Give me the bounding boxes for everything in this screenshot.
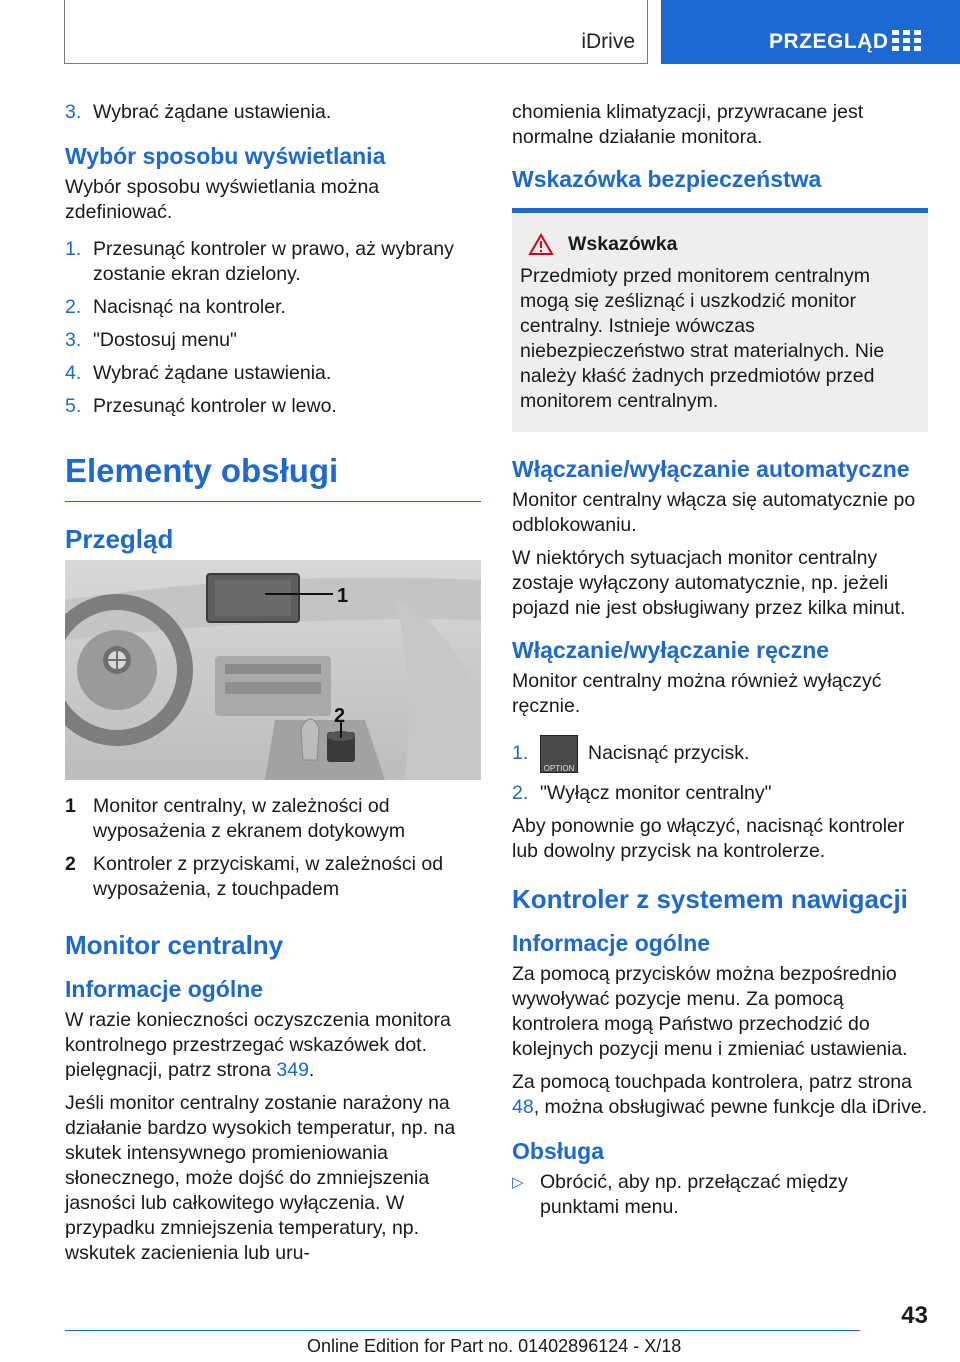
page-header (0, 0, 960, 66)
list-item (65, 295, 481, 320)
list-item (512, 1170, 928, 1220)
step-text: Nacisnąć przycisk. (588, 742, 750, 764)
touchpad-text: Za pomocą touchpada kontrolera, patrz strona (512, 1071, 912, 1093)
section-tab[interactable] (661, 0, 960, 64)
legend-number: 2 (65, 853, 76, 875)
heading-general-info-2: Informacje ogólne (512, 930, 711, 956)
step-text: "Dostosuj menu" (93, 329, 237, 351)
cleaning-paragraph (65, 1008, 481, 1083)
list-item (512, 781, 928, 806)
warning-text: Przedmioty przed monitorem centralnym mogą się ześliznąć i uszkodzić monitor centralny. Istnieje wówczas niebezpieczeństwo strat materialnych. Nie należy kłaść żadnych przedmiotów przed monitorem centralnym. (520, 265, 885, 412)
warning-header (520, 233, 920, 256)
auto-paragraph-2: W niektórych sytuacjach monitor centralny zostaje wyłączony automatycznie, np. jeżeli pojazd nie jest obsługiwany przez kilka minut. (512, 547, 906, 619)
step-list-continued (65, 100, 481, 125)
cleaning-text: W razie konieczności oczyszczenia monitora kontrolnego przestrzegać wskazówek dot. pielęgnacji, patrz strona (65, 1009, 451, 1081)
step-text: Wybrać żądane ustawienia. (93, 362, 332, 384)
list-item (512, 733, 928, 773)
continued-paragraph: chomienia klimatyzacji, przywracane jest normalne działanie monitora. (512, 101, 864, 148)
list-item (65, 794, 481, 844)
step-number: 4. (65, 362, 82, 384)
heading-central-monitor: Monitor centralny (65, 930, 284, 960)
left-column (65, 100, 481, 1274)
legend-text: Kontroler z przyciskami, w zależności od wyposażenia, z touchpadem (93, 853, 444, 900)
manual-paragraph-1: Monitor centralny można również wyłączyć ręcznie. (512, 670, 882, 717)
step-number: 1. (65, 238, 82, 260)
legend-text: Monitor centralny, w zależności od wyposażenia z ekranem dotykowym (93, 795, 406, 842)
controller-paragraph-1: Za pomocą przycisków można bezpośrednio wywoływać pozycje menu. Za pomocą kontrolera mogą Państwo przechodzić do kolejnych pozycji menu i zmieniać ustawienia. (512, 963, 908, 1060)
step-number: 5. (65, 395, 82, 417)
grid-icon (892, 30, 922, 52)
chapter-title: iDrive (581, 30, 635, 53)
chapter-tab[interactable] (64, 0, 648, 64)
heading-controller: Kontroler z systemem nawigacji (512, 884, 908, 914)
step-text: Wybrać żądane ustawienia. (93, 101, 332, 123)
section-title: PRZEGLĄD (769, 30, 889, 53)
list-item (65, 852, 481, 902)
page-number: 43 (901, 1302, 928, 1329)
heading-overview: Przegląd (65, 524, 174, 554)
warning-triangle-icon (528, 233, 554, 256)
step-number: 3. (65, 329, 82, 351)
cleaning-text-end: . (308, 1059, 315, 1081)
warning-box (512, 208, 928, 432)
heading-controls: Elementy obsługi (65, 452, 339, 489)
list-item (65, 237, 481, 287)
heading-auto-switch: Włączanie/wyłączanie automatyczne (512, 456, 910, 482)
cockpit-illustration (65, 560, 481, 780)
heading-manual-switch: Włączanie/wyłączanie ręczne (512, 637, 830, 663)
step-number: 2. (512, 782, 529, 804)
page-link-349[interactable]: 349 (276, 1059, 309, 1081)
touchpad-text-end: , można obsługiwać pewne funkcje dla iDrive. (533, 1096, 928, 1118)
heading-operation: Obsługa (512, 1138, 605, 1164)
footer-rule (65, 1330, 860, 1331)
step-text: Przesunąć kontroler w prawo, aż wybrany zostanie ekran dzielony. (93, 238, 454, 285)
temperature-paragraph: Jeśli monitor centralny zostanie narażony na działanie bardzo wysokich temperatur, np. na skutek intensywnego promieniowania słonecznego, może dojść do zmniejszenia jasności lub całkowitego wyłączenia. W przypadku zmniejszenia temperatury, np. wskutek zacienienia lub uru- (65, 1092, 456, 1264)
step-number: 3. (65, 101, 82, 123)
option-button-label: OPTION (543, 763, 575, 773)
display-intro: Wybór sposobu wyświetlania można zdefiniować. (65, 176, 380, 223)
display-steps (65, 237, 481, 419)
manual-paragraph-2: Aby ponownie go włączyć, nacisnąć kontroler lub dowolny przycisk na kontrolerze. (512, 815, 905, 862)
auto-paragraph-1: Monitor centralny włącza się automatycznie po odblokowaniu. (512, 489, 916, 536)
list-item (65, 328, 481, 353)
legend-number: 1 (65, 795, 76, 817)
step-number: 2. (65, 296, 82, 318)
option-button-icon (540, 735, 578, 773)
heading-general-info: Informacje ogólne (65, 976, 264, 1002)
manual-steps (512, 733, 928, 806)
warning-title: Wskazówka (568, 233, 678, 255)
footer-edition: Online Edition for Part no. 01402896124 - X/18 (307, 1336, 682, 1356)
callout-2: 2 (334, 705, 346, 727)
controller-paragraph-2 (512, 1070, 928, 1120)
operation-list (512, 1170, 928, 1220)
callout-1: 1 (337, 585, 349, 607)
step-text: Nacisnąć na kontroler. (93, 296, 286, 318)
list-item (65, 394, 481, 419)
page-link-48[interactable]: 48 (512, 1096, 534, 1118)
heading-rule (65, 501, 481, 502)
step-text: "Wyłącz monitor centralny" (540, 782, 772, 804)
list-item (65, 100, 481, 125)
right-column (512, 100, 928, 1228)
bullet-text: Obrócić, aby np. przełączać między punktami menu. (540, 1171, 848, 1218)
step-text: Przesunąć kontroler w lewo. (93, 395, 337, 417)
heading-safety: Wskazówka bezpieczeństwa (512, 166, 822, 192)
heading-display-mode: Wybór sposobu wyświetlania (65, 143, 386, 169)
list-item (65, 361, 481, 386)
step-number: 1. (512, 742, 529, 764)
figure-legend (65, 794, 481, 902)
cockpit-drawing (65, 560, 481, 780)
triangle-bullet-icon: ▷ (512, 1174, 524, 1191)
